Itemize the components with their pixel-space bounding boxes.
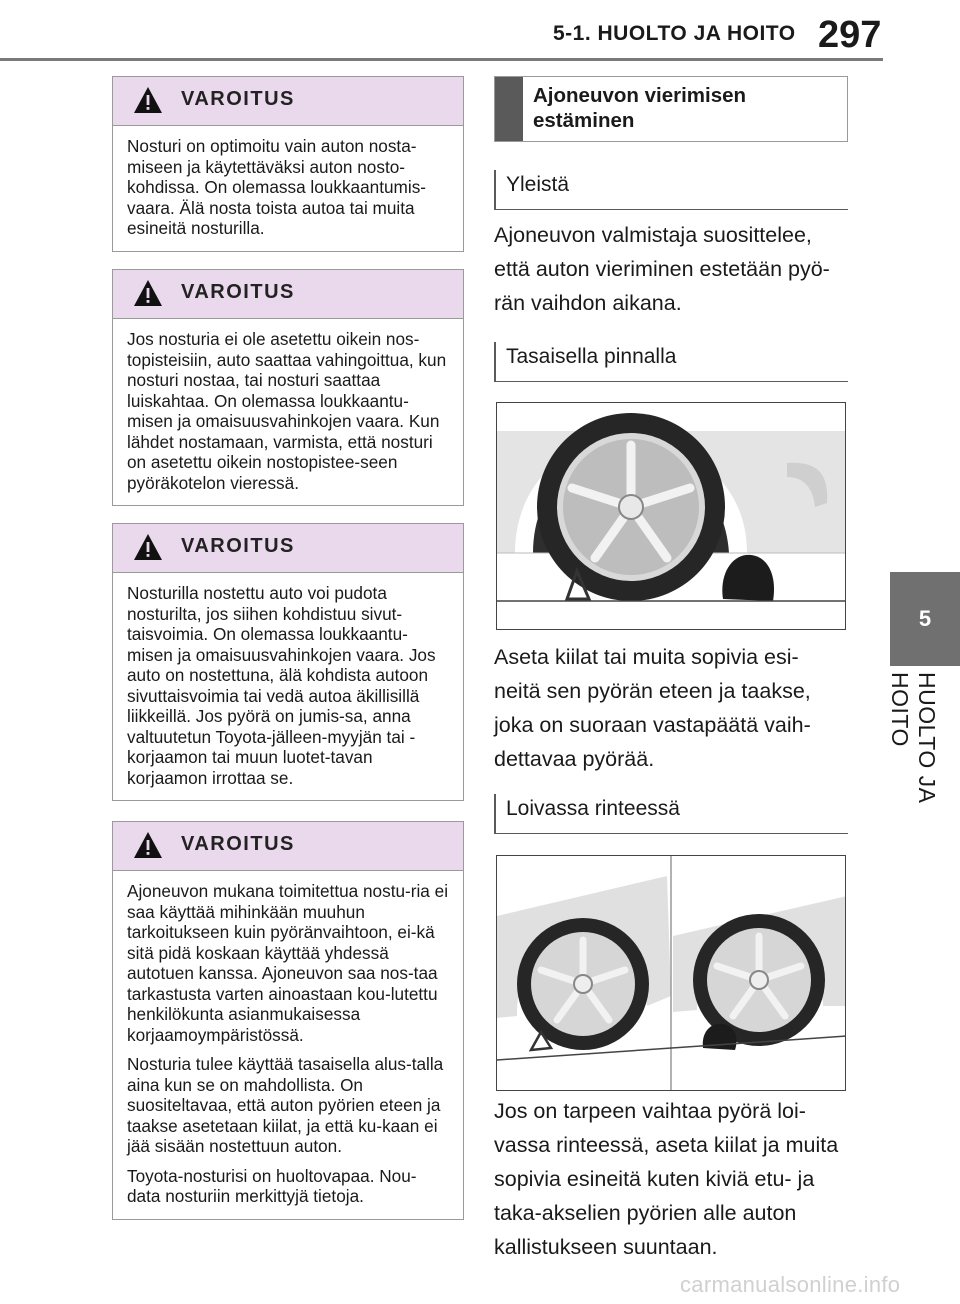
subheading-general <box>494 170 848 210</box>
warning-triangle-icon <box>133 86 163 114</box>
warning-header <box>113 270 463 319</box>
chapter-tab <box>890 572 960 666</box>
subheading-slope <box>494 794 848 834</box>
warning-body <box>113 319 463 505</box>
warning-text: Nosturi on optimoitu vain auton nosta-miseen ja käytettäväksi auton nosto-kohdissa. On olemassa loukkaantumis-vaara. Älä nosta toista autoa tai muita esineitä nosturilla. <box>127 136 427 238</box>
warning-text: Toyota-nosturisi on huoltovapaa. Nou-data nosturiin merkittyjä tietoja. <box>127 1165 417 1206</box>
warning-header <box>113 524 463 573</box>
figure-slope <box>496 855 846 1091</box>
section-heading-bar <box>495 77 523 141</box>
warning-title: VAROITUS <box>181 88 295 110</box>
paragraph-flat: Aseta kiilat tai muita sopivia esi-neitä sen pyörän eteen ja taakse, joka on suoraan vastapäätä vaih-dettavaa pyörää. <box>494 645 811 771</box>
paragraph-general: Ajoneuvon valmistaja suosittelee, että auton vieriminen estetään pyö-rän vaihdon aikana. <box>494 223 830 315</box>
subheading-flat <box>494 342 848 382</box>
warning-title: VAROITUS <box>181 833 295 855</box>
warning-triangle-icon <box>133 831 163 859</box>
warning-text: Nosturilla nostettu auto voi pudota nosturilta, jos siihen kohdistuu sivut-taisvoimia. On olemassa loukkaantu-misen ja omaisuusvahinkojen vaara. Jos auto on nostettuna, älä kohdista autoon sivuttaisvoimia tai vedä autoa äkillisillä liikkeillä. Jos pyörä on jumis-sa, anna valtuutetun Toyota-jälleen-myyjän tai -korjaamon tai muun luotet-tavan korjaamon irrottaa se. <box>127 583 436 788</box>
warning-triangle-icon <box>133 533 163 561</box>
warning-body <box>113 871 463 1219</box>
chapter-number: 5 <box>918 606 932 631</box>
warning-triangle-icon <box>133 279 163 307</box>
warning-box-2 <box>112 269 464 506</box>
subheading-text: Tasaisella pinnalla <box>506 345 677 368</box>
page-number: 297 <box>818 14 882 56</box>
header-divider <box>0 58 883 61</box>
illustration-wheels-slope <box>497 856 846 1091</box>
warning-box-4 <box>112 821 464 1220</box>
section-heading <box>494 76 848 142</box>
chapter-label: HUOLTO JA HOITO <box>887 672 940 803</box>
subheading-text: Loivassa rinteessä <box>506 797 680 820</box>
warning-header <box>113 77 463 126</box>
warning-header <box>113 822 463 871</box>
warning-title: VAROITUS <box>181 535 295 557</box>
warning-text: Ajoneuvon mukana toimitettua nostu-ria ei saa käyttää mihinkään muuhun tarkoitukseen kuin pyöränvaihtoon, ei-kä sitä pidä koskaan käyttää yhdessä autotuen kanssa. Ajoneuvon saa nos-taa tarkastusta varten ainoastaan kou-lutettu henkilökunta asianmukaisessa korjaamoympäristössä. <box>127 881 449 1045</box>
illustration-wheel-flat <box>497 403 846 630</box>
watermark: carmanualsonline.info <box>680 1272 901 1297</box>
page-header <box>0 0 960 62</box>
warning-box-3 <box>112 523 464 801</box>
subheading-text: Yleistä <box>506 173 570 196</box>
warning-body <box>113 573 463 800</box>
warning-title: VAROITUS <box>181 281 295 303</box>
figure-flat-ground <box>496 402 846 630</box>
section-heading-text: Ajoneuvon vierimisen estäminen <box>533 84 747 132</box>
warning-text: Jos nosturia ei ole asetettu oikein nos-topisteisiin, auto saattaa vahingoittua, kun nosturi nostaa, tai nosturi saattaa luiskahtaa. On olemassa loukkaantu-misen ja omaisuusvahinkojen vaara. Kun lähdet nostamaan, varmista, että nosturi on asetettu oikein nostopistee-seen pyöräkotelon vieressä. <box>127 329 447 493</box>
warning-body <box>113 126 463 251</box>
header-section-title: 5-1. HUOLTO JA HOITO <box>553 22 796 45</box>
warning-box-1 <box>112 76 464 252</box>
paragraph-slope: Jos on tarpeen vaihtaa pyörä loi-vassa rinteessä, aseta kiilat ja muita sopivia esineitä kuten kiviä etu- ja taka-akselien pyörien alle auton kallistukseen suuntaan. <box>494 1099 839 1259</box>
warning-text: Nosturia tulee käyttää tasaisella alus-talla aina kun se on mahdollista. On suositeltavaa, että auton pyörien eteen ja taakse asetetaan kiilat, ja että ku-kaan ei jää sisään nostettuun auton. <box>127 1054 444 1156</box>
